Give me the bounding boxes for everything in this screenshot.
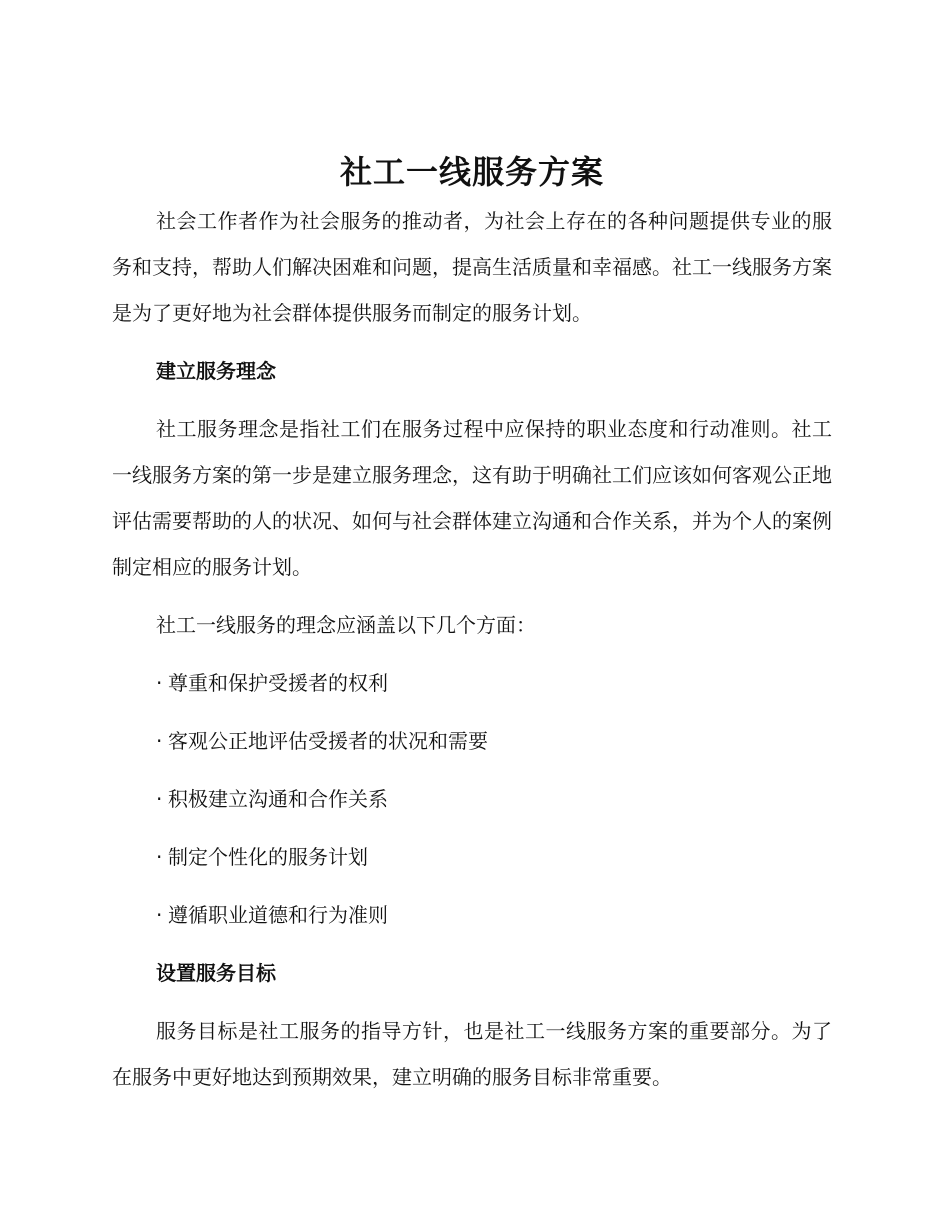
list-item [156,892,832,938]
bullet-dot: · [156,845,163,869]
section-heading-service-philosophy: 建立服务理念 [156,359,276,383]
intro-paragraph: 社会工作者作为社会服务的推动者，为社会上存在的各种问题提供专业的服务和支持，帮助人们解决困难和问题，提高生活质量和幸福感。社工一线服务方案是为了更好地为社会群体提供服务而制定的服务计划。 [112,209,832,325]
list-item-text: 制定个性化的服务计划 [168,845,368,869]
bullet-dot: · [156,729,163,753]
list-item [156,718,832,764]
bullet-dot: · [156,903,163,927]
list-item-text: 客观公正地评估受援者的状况和需要 [168,729,488,753]
list-item [156,776,832,822]
service-philosophy-list-intro: 社工一线服务的理念应涵盖以下几个方面： [156,613,536,637]
list-item [156,834,832,880]
document-page [112,150,832,1100]
service-goals-paragraph: 服务目标是社工服务的指导方针，也是社工一线服务方案的重要部分。为了在服务中更好地达到预期效果，建立明确的服务目标非常重要。 [112,1019,832,1089]
bullet-dot: · [156,671,163,695]
bullet-dot: · [156,787,163,811]
list-item-text: 积极建立沟通和合作关系 [168,787,388,811]
service-philosophy-paragraph: 社工服务理念是指社工们在服务过程中应保持的职业态度和行动准则。社工一线服务方案的第一步是建立服务理念，这有助于明确社工们应该如何客观公正地评估需要帮助的人的状况、如何与社会群体建立沟通和合作关系，并为个人的案例制定相应的服务计划。 [112,417,832,579]
service-philosophy-list [112,660,832,938]
document-title: 社工一线服务方案 [339,153,604,191]
list-item-text: 遵循职业道德和行为准则 [168,903,388,927]
list-item-text: 尊重和保护受援者的权利 [168,671,388,695]
list-item [156,660,832,706]
section-heading-service-goals: 设置服务目标 [156,961,276,985]
